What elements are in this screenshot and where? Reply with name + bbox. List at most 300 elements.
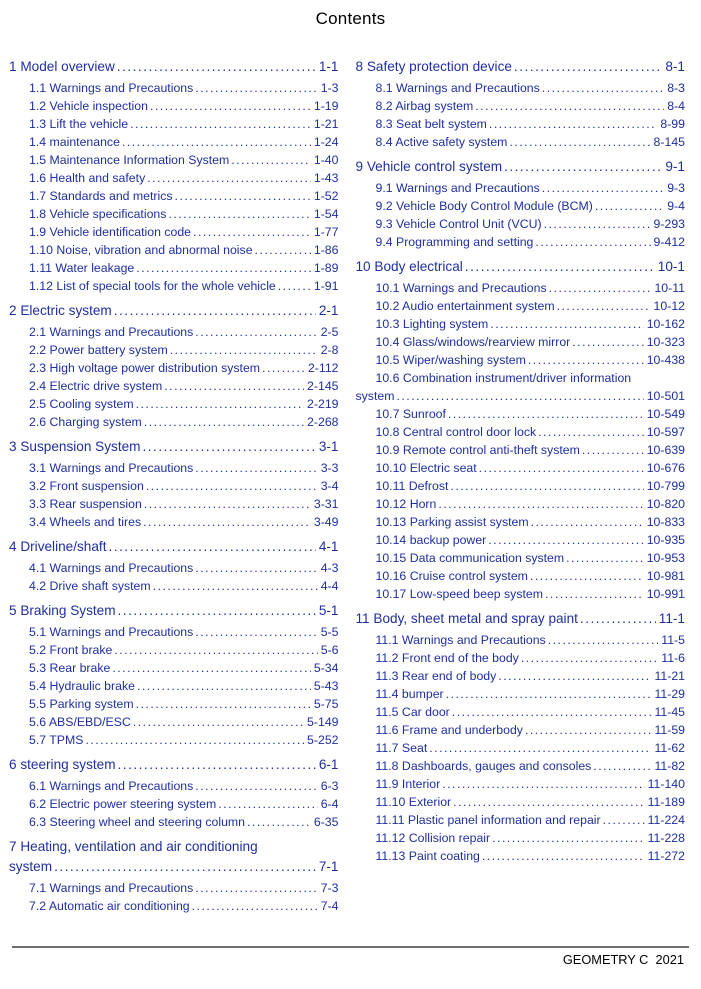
toc-entry[interactable] xyxy=(29,459,339,477)
toc-entry[interactable] xyxy=(376,703,686,721)
dot-leader xyxy=(531,513,644,531)
dot-leader xyxy=(153,577,318,595)
page-number: 1-3 xyxy=(320,81,339,95)
toc-entry[interactable] xyxy=(29,205,339,223)
page-number: 3-3 xyxy=(320,461,339,475)
toc-entry-label: 6.3 Steering wheel and steering column xyxy=(29,815,246,829)
section-title-row-label: 11 Body, sheet metal and spray paint xyxy=(355,611,578,626)
toc-entry-label: 10.10 Electric seat xyxy=(375,461,477,475)
page-number: 11-228 xyxy=(647,831,685,845)
dot-leader xyxy=(255,241,311,259)
toc-entry-label: 1.2 Vehicle inspection xyxy=(29,99,148,113)
page-number: 6-35 xyxy=(313,815,339,829)
toc-entry[interactable] xyxy=(29,813,339,831)
toc-entry[interactable] xyxy=(376,79,686,97)
toc-entry-label: 1.12 List of special tools for the whole vehicle xyxy=(29,279,276,293)
toc-entry[interactable] xyxy=(376,233,686,251)
toc-entry[interactable] xyxy=(376,459,686,477)
toc-entry[interactable] xyxy=(29,241,339,259)
toc-entry-label: system xyxy=(355,389,395,403)
toc-entry-label: 10.12 Horn xyxy=(375,497,437,511)
dot-leader xyxy=(175,187,311,205)
dot-leader xyxy=(85,731,304,749)
dot-leader xyxy=(136,695,311,713)
section-title-row[interactable] xyxy=(356,157,686,177)
section-title-row[interactable] xyxy=(9,537,339,557)
page-number: 5-1 xyxy=(318,603,339,618)
page-number: 10-820 xyxy=(646,497,685,511)
section-title-row[interactable] xyxy=(9,57,339,77)
page-number: 3-1 xyxy=(318,439,339,454)
toc-entry-label: 5.3 Rear brake xyxy=(29,661,111,675)
dot-leader xyxy=(192,897,318,915)
toc-entry[interactable] xyxy=(376,549,686,567)
toc-entry-label: 2.2 Power battery system xyxy=(29,343,168,357)
toc-entry-label: 8.3 Seat belt system xyxy=(375,117,487,131)
dot-leader xyxy=(130,115,311,133)
page-number: 11-272 xyxy=(647,849,685,863)
toc-entry-label: 11.10 Exterior xyxy=(375,795,452,809)
toc-entry-label: 8.4 Active safety system xyxy=(375,135,508,149)
page-number: 10-12 xyxy=(653,299,685,313)
toc-section xyxy=(9,301,339,431)
toc-entry[interactable] xyxy=(29,341,339,359)
toc-entry[interactable] xyxy=(376,179,686,197)
page-number: 1-21 xyxy=(313,117,339,131)
toc-entry[interactable] xyxy=(376,297,686,315)
toc-entry-label: 3.1 Warnings and Precautions xyxy=(29,461,194,475)
toc-entry[interactable] xyxy=(376,441,686,459)
page-number: 2-5 xyxy=(320,325,339,339)
toc-entry-label: 3.3 Rear suspension xyxy=(29,497,142,511)
toc-entry-label: 10.1 Warnings and Precautions xyxy=(375,281,547,295)
toc-entry-label: 9.1 Warnings and Precautions xyxy=(375,181,540,195)
toc-entry[interactable] xyxy=(29,897,339,915)
page-number: 5-34 xyxy=(313,661,339,675)
page-number: 1-54 xyxy=(313,207,339,221)
page-title: Contents xyxy=(315,9,386,28)
page-number: 11-1 xyxy=(658,611,685,626)
section-title-line1[interactable]: 7 Heating, ventilation and air conditioning xyxy=(9,839,258,854)
dot-leader xyxy=(195,79,317,97)
page-number: 1-89 xyxy=(313,261,339,275)
dot-leader xyxy=(535,233,650,251)
toc-entry-label: 5.1 Warnings and Precautions xyxy=(29,625,194,639)
dot-leader xyxy=(525,721,652,739)
page-number: 11-62 xyxy=(654,741,685,755)
toc-entry[interactable] xyxy=(29,777,339,795)
page-number: 2-1 xyxy=(318,303,339,318)
page-number: 2-8 xyxy=(320,343,339,357)
dot-leader xyxy=(530,567,644,585)
page-number: 5-5 xyxy=(320,625,339,639)
toc-entry-label: 10.17 Low-speed beep system xyxy=(375,587,543,601)
page-number: 10-501 xyxy=(646,389,685,403)
dot-leader xyxy=(475,97,664,115)
toc-entry[interactable] xyxy=(29,259,339,277)
toc-entry[interactable] xyxy=(376,775,686,793)
page-number: 11-29 xyxy=(654,687,685,701)
page-number: 10-991 xyxy=(646,587,685,601)
section-title-row[interactable] xyxy=(356,257,686,277)
toc-entry-label: 5.6 ABS/EBD/ESC xyxy=(29,715,131,729)
toc-entry[interactable] xyxy=(376,423,686,441)
toc-entry-label: 5.2 Front brake xyxy=(29,643,113,657)
toc-entry-label: 1.11 Water leakage xyxy=(29,261,135,275)
page-number: 11-21 xyxy=(654,669,685,683)
page-number: 6-1 xyxy=(318,757,339,772)
toc-entry-label: 1.3 Lift the vehicle xyxy=(29,117,129,131)
dot-leader xyxy=(490,315,643,333)
toc-entry[interactable] xyxy=(376,567,686,585)
dot-leader xyxy=(117,57,316,77)
toc-entry-label: 2.4 Electric drive system xyxy=(29,379,163,393)
page-number: 7-4 xyxy=(320,899,339,913)
toc-section xyxy=(356,609,686,865)
toc-entry[interactable] xyxy=(376,513,686,531)
toc-entry[interactable] xyxy=(29,377,339,395)
section-title-row[interactable] xyxy=(356,57,686,77)
toc-entry-label: 10.8 Central control door lock xyxy=(375,425,537,439)
toc-entry[interactable] xyxy=(29,577,339,595)
toc-entry-label: 9.4 Programming and setting xyxy=(375,235,534,249)
page-number: 7-3 xyxy=(320,881,339,895)
page-number: 1-91 xyxy=(313,279,339,293)
toc-entry[interactable] xyxy=(376,721,686,739)
toc-entry-label: 8.2 Airbag system xyxy=(375,99,474,113)
page-number: 10-162 xyxy=(646,317,685,331)
dot-leader xyxy=(452,703,652,721)
dot-leader xyxy=(278,277,311,295)
page-number: 1-1 xyxy=(318,59,339,74)
page-number: 4-3 xyxy=(320,561,339,575)
page-number: 3-4 xyxy=(320,479,339,493)
toc-section xyxy=(9,437,339,531)
dot-leader xyxy=(580,609,656,629)
toc-entry-label: 5.7 TPMS xyxy=(29,733,84,747)
page-number: 2-268 xyxy=(307,415,339,429)
toc-entry-label: 2.3 High voltage power distribution system xyxy=(29,361,261,375)
dot-leader xyxy=(54,857,316,877)
dot-leader xyxy=(429,739,651,757)
toc-entry[interactable] xyxy=(376,649,686,667)
toc-entry-label: 10.15 Data communication system xyxy=(375,551,565,565)
toc-entry[interactable] xyxy=(376,631,686,649)
section-title-row-label: 6 steering system xyxy=(9,757,116,772)
toc-section xyxy=(356,157,686,251)
toc-entry[interactable] xyxy=(29,713,339,731)
dot-leader xyxy=(108,537,315,557)
page-number: 10-1 xyxy=(657,259,685,274)
page-number: 10-799 xyxy=(646,479,685,493)
toc-entry-label: 11.3 Rear end of body xyxy=(375,669,497,683)
toc-section xyxy=(9,837,339,915)
toc-entry-label: 3.2 Front suspension xyxy=(29,479,144,493)
page-number: 7-1 xyxy=(318,859,339,874)
toc-entry[interactable] xyxy=(29,97,339,115)
toc-entry-label: 11.12 Collision repair xyxy=(375,831,491,845)
footer-model-label: GEOMETRY C 2021 xyxy=(562,952,684,967)
dot-leader xyxy=(122,133,311,151)
toc-entry[interactable] xyxy=(29,151,339,169)
section-title-row-label: 2 Electric system xyxy=(9,303,112,318)
toc-entry[interactable] xyxy=(29,495,339,513)
toc-entry[interactable] xyxy=(376,685,686,703)
toc-column xyxy=(9,51,339,915)
dot-leader xyxy=(595,197,664,215)
dot-leader xyxy=(549,279,652,297)
toc-entry[interactable] xyxy=(376,531,686,549)
toc-entry-label: 3.4 Wheels and tires xyxy=(29,515,142,529)
page-number: 1-52 xyxy=(313,189,339,203)
toc-section xyxy=(9,537,339,595)
toc-entry[interactable] xyxy=(376,315,686,333)
toc-entry[interactable] xyxy=(29,323,339,341)
section-title-row-label: 9 Vehicle control system xyxy=(355,159,503,174)
toc-entry[interactable] xyxy=(376,667,686,685)
toc-entry[interactable] xyxy=(376,495,686,513)
dot-leader xyxy=(504,157,662,177)
toc-entry[interactable] xyxy=(356,387,686,405)
toc-entry[interactable] xyxy=(29,513,339,531)
toc-entry-label: 6.1 Warnings and Precautions xyxy=(29,779,194,793)
page-number: 11-189 xyxy=(647,795,685,809)
toc-entry-label: 7.2 Automatic air conditioning xyxy=(29,899,190,913)
page-number: 8-1 xyxy=(665,59,685,74)
dot-leader xyxy=(114,641,317,659)
toc-entry-label: 10.3 Lighting system xyxy=(375,317,489,331)
dot-leader xyxy=(498,667,651,685)
toc-entry-label: 7.1 Warnings and Precautions xyxy=(29,881,194,895)
page-number: 10-597 xyxy=(646,425,685,439)
toc-entry-label: 2.6 Charging system xyxy=(29,415,142,429)
toc-entry[interactable] xyxy=(376,97,686,115)
dot-leader xyxy=(448,405,644,423)
toc-entry-label: 1.1 Warnings and Precautions xyxy=(29,81,194,95)
dot-leader xyxy=(195,559,317,577)
page-number: 11-5 xyxy=(661,633,685,647)
toc-entry[interactable] xyxy=(29,413,339,431)
dot-leader xyxy=(488,531,643,549)
toc-entry[interactable] xyxy=(376,585,686,603)
toc-entry-label: 11.5 Car door xyxy=(375,705,450,719)
section-title-row-label: 5 Braking System xyxy=(9,603,116,618)
toc-entry[interactable] xyxy=(376,811,686,829)
toc-entry-label: 10.4 Glass/windows/rearview mirror xyxy=(375,335,571,349)
dot-leader xyxy=(566,549,644,567)
toc-entry[interactable] xyxy=(29,659,339,677)
toc-entry[interactable] xyxy=(29,277,339,295)
toc-entry-label: 5.5 Parking system xyxy=(29,697,134,711)
toc-entry-label: 11.7 Seat xyxy=(375,741,428,755)
page-number: 10-935 xyxy=(646,533,685,547)
dot-leader xyxy=(195,323,317,341)
dot-leader xyxy=(542,79,664,97)
dot-leader xyxy=(479,459,644,477)
dot-leader xyxy=(450,477,643,495)
section-title-row[interactable] xyxy=(9,437,339,457)
page-number: 9-3 xyxy=(667,181,685,195)
dot-leader xyxy=(453,793,644,811)
section-title-row-label: 4 Driveline/shaft xyxy=(9,539,107,554)
toc-entry[interactable] xyxy=(376,793,686,811)
page-number: 8-3 xyxy=(667,81,685,95)
dot-leader xyxy=(118,755,316,775)
section-title-row[interactable] xyxy=(9,301,339,321)
toc-entry-label: 1.7 Standards and metrics xyxy=(29,189,173,203)
dot-leader xyxy=(137,677,311,695)
section-title-row[interactable] xyxy=(9,857,339,877)
toc-entry[interactable] xyxy=(29,395,339,413)
toc-entry[interactable] xyxy=(29,641,339,659)
toc-section xyxy=(9,57,339,295)
section-title-row-label: system xyxy=(9,859,53,874)
toc-entry[interactable] xyxy=(376,133,686,151)
dot-leader xyxy=(438,495,643,513)
toc-section xyxy=(9,601,339,749)
page-number: 11-224 xyxy=(647,813,685,827)
toc-entry[interactable] xyxy=(376,115,686,133)
toc-entry[interactable] xyxy=(29,731,339,749)
page-number: 11-59 xyxy=(654,723,685,737)
dot-leader xyxy=(195,777,317,795)
toc-entry[interactable] xyxy=(376,405,686,423)
toc-entry[interactable] xyxy=(376,215,686,233)
toc-entry[interactable] xyxy=(29,677,339,695)
toc-entry-label: 10.5 Wiper/washing system xyxy=(375,353,526,367)
section-title-row-label: 10 Body electrical xyxy=(355,259,463,274)
page-number: 1-86 xyxy=(313,243,339,257)
toc-entry-label: 1.9 Vehicle identification code xyxy=(29,225,192,239)
dot-leader xyxy=(144,495,311,513)
page-number: 10-11 xyxy=(654,281,685,295)
toc-entry-label: 11.2 Front end of the body xyxy=(375,651,519,665)
page-number: 10-833 xyxy=(646,515,685,529)
dot-leader xyxy=(170,341,318,359)
dot-leader xyxy=(521,649,658,667)
toc-entry-label: 11.13 Paint coating xyxy=(375,849,480,863)
toc-entry-label: 11.1 Warnings and Precautions xyxy=(375,633,546,647)
dot-leader xyxy=(446,685,652,703)
page-number: 10-639 xyxy=(646,443,685,457)
page-number: 9-4 xyxy=(667,199,685,213)
dot-leader xyxy=(548,631,659,649)
page-number: 8-99 xyxy=(660,117,685,131)
toc-entry[interactable] xyxy=(376,351,686,369)
page-number: 5-75 xyxy=(313,697,339,711)
toc-entry-label: 8.1 Warnings and Precautions xyxy=(375,81,540,95)
dot-leader xyxy=(557,297,651,315)
section-title-row[interactable] xyxy=(356,609,686,629)
dot-leader xyxy=(593,757,651,775)
toc-entry-label: 10.9 Remote control anti-theft system xyxy=(375,443,580,457)
toc-entry[interactable] xyxy=(29,795,339,813)
toc-entry[interactable] xyxy=(29,879,339,897)
toc-entry-label: 10.7 Sunroof xyxy=(375,407,446,421)
toc-entry-label: 10.16 Cruise control system xyxy=(375,569,528,583)
page-number: 1-77 xyxy=(313,225,339,239)
dot-leader xyxy=(143,513,311,531)
toc-entry[interactable] xyxy=(29,187,339,205)
dot-leader xyxy=(582,441,644,459)
page-number: 10-953 xyxy=(646,551,685,565)
dot-leader xyxy=(218,795,317,813)
toc-section xyxy=(356,257,686,603)
page-number: 8-145 xyxy=(653,135,685,149)
toc-column xyxy=(356,51,686,915)
page-number: 4-4 xyxy=(320,579,339,593)
dot-leader xyxy=(195,623,317,641)
toc-entry[interactable] xyxy=(29,133,339,151)
toc-entry[interactable] xyxy=(376,333,686,351)
page-number: 2-145 xyxy=(307,379,339,393)
dot-leader xyxy=(247,813,311,831)
toc-entry[interactable] xyxy=(376,757,686,775)
toc-entry-label: 10.14 backup power xyxy=(375,533,487,547)
toc-entry[interactable] xyxy=(29,115,339,133)
dot-leader xyxy=(442,775,644,793)
toc-entry[interactable] xyxy=(376,847,686,865)
section-title-row[interactable] xyxy=(9,601,339,621)
dot-leader xyxy=(136,259,311,277)
toc-entry-label: 9.2 Vehicle Body Control Module (BCM) xyxy=(375,199,593,213)
toc-entry[interactable] xyxy=(29,559,339,577)
page-number: 5-149 xyxy=(307,715,339,729)
toc-entry[interactable] xyxy=(376,279,686,297)
page-number: 3-49 xyxy=(313,515,339,529)
toc-entry[interactable] xyxy=(376,197,686,215)
page-number: 1-19 xyxy=(313,99,339,113)
toc-entry[interactable] xyxy=(29,169,339,187)
toc-entry-label: 9.3 Vehicle Control Unit (VCU) xyxy=(375,217,542,231)
dot-leader xyxy=(545,585,644,603)
toc-entry-line1[interactable]: 10.6 Combination instrument/driver information xyxy=(375,371,632,385)
dot-leader xyxy=(195,459,317,477)
toc-entry[interactable] xyxy=(29,359,339,377)
page-number: 11-140 xyxy=(647,777,685,791)
page-number: 6-3 xyxy=(320,779,339,793)
dot-leader xyxy=(603,811,645,829)
toc-entry[interactable] xyxy=(29,79,339,97)
toc-entry[interactable] xyxy=(376,739,686,757)
page-number: 4-1 xyxy=(318,539,339,554)
toc-entry-label: 11.6 Frame and underbody xyxy=(375,723,523,737)
toc-entry[interactable] xyxy=(29,623,339,641)
page-number: 11-6 xyxy=(661,651,685,665)
page-number: 2-112 xyxy=(307,361,339,375)
section-title-row[interactable] xyxy=(9,755,339,775)
toc-section xyxy=(9,755,339,831)
dot-leader xyxy=(542,179,664,197)
toc-entry-label: 1.8 Vehicle specifications xyxy=(29,207,167,221)
toc-entry[interactable] xyxy=(29,695,339,713)
toc-entry[interactable] xyxy=(376,829,686,847)
toc-entry-label: 1.5 Maintenance Information System xyxy=(29,153,230,167)
toc-entry-label: 11.4 bumper xyxy=(375,687,444,701)
page-number: 2-219 xyxy=(307,397,339,411)
dot-leader xyxy=(168,205,310,223)
toc-entry-label: 10.11 Defrost xyxy=(375,479,449,493)
page-number: 11-45 xyxy=(654,705,685,719)
toc-columns xyxy=(0,29,701,915)
toc-entry[interactable] xyxy=(29,223,339,241)
toc-entry[interactable] xyxy=(376,477,686,495)
page-number: 3-31 xyxy=(313,497,339,511)
toc-entry[interactable] xyxy=(29,477,339,495)
dot-leader xyxy=(544,215,651,233)
dot-leader xyxy=(150,97,311,115)
page-number: 10-438 xyxy=(646,353,685,367)
